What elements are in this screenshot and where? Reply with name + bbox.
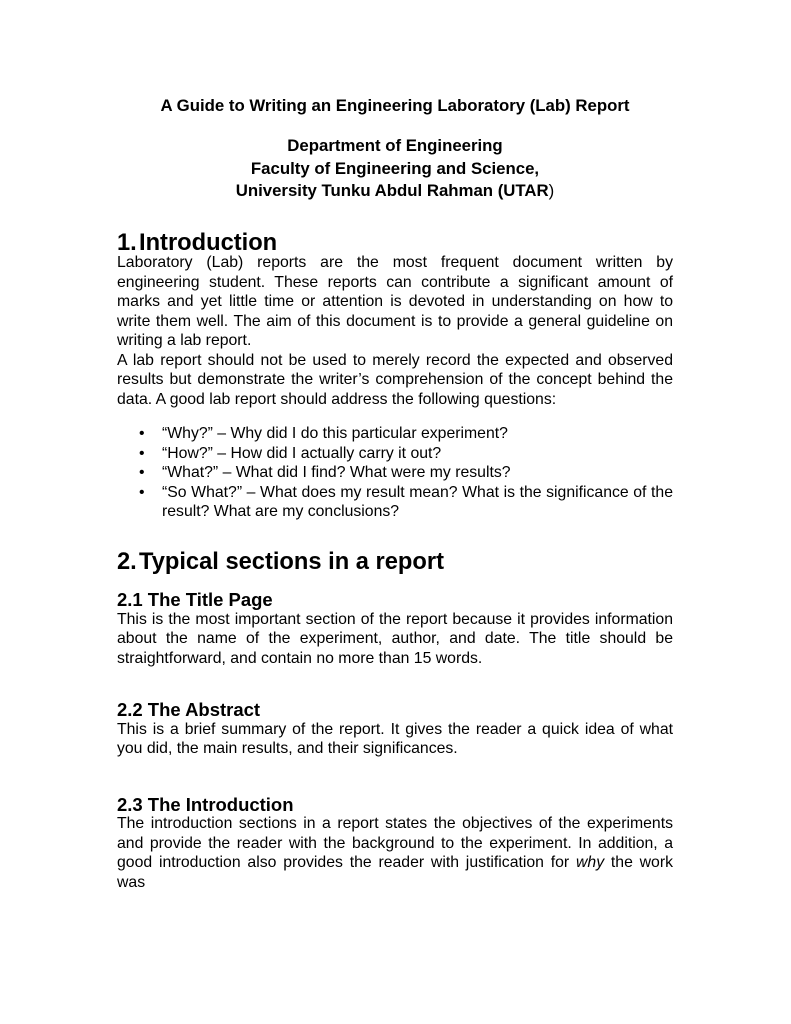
bullet-item: • “Why?” – Why did I do this particular experiment? — [117, 424, 673, 444]
section2-1-paragraph: This is the most important section of the report because it provides information about the name of the experiment, author, and date. The title should be straightforward, and contain no more than 15 words. — [117, 610, 673, 667]
institution-department: Department of Engineering — [287, 136, 503, 155]
section2-heading — [117, 548, 673, 575]
institution-block — [117, 135, 673, 203]
section2-3-paragraph-end: the work was — [117, 854, 674, 891]
bullet-item: • “What?” – What did I find? What were my results? — [117, 463, 673, 483]
section2-2-paragraph: This is a brief summary of the report. It gives the reader a quick idea of what you did, the main results, and their significances. — [117, 720, 673, 757]
section1-heading-text: Introduction — [139, 229, 278, 256]
section1-heading — [117, 229, 673, 256]
section2-2-heading: 2.2 The Abstract — [117, 699, 261, 720]
section2-number: 2. — [117, 548, 137, 575]
document-title: A Guide to Writing an Engineering Laboratory (Lab) Report — [160, 96, 630, 115]
section1-paragraph-1: Laboratory (Lab) reports are the most frequent document written by engineering student. These reports can contribute a significant amount of marks and yet little time or attention is devoted in understanding on how to write them well. The aim of this document is to provide a general guideline on writing a lab report. — [117, 254, 673, 349]
section1-paragraph-2: A lab report should not be used to merely record the expected and observed results but demonstrate the writer’s comprehension of the concept behind the data. A good lab report should address the following questions: — [117, 351, 673, 408]
section2-3-paragraph — [117, 814, 673, 892]
institution-university-paren: ) — [548, 181, 555, 200]
bullet-item: • “How?” – How did I actually carry it out? — [117, 444, 673, 464]
institution-university-name: University Tunku Abdul Rahman (UTAR — [235, 181, 549, 200]
institution-faculty: Faculty of Engineering and Science, — [250, 158, 540, 178]
question-bullet-list — [117, 424, 673, 522]
section2-3-heading: 2.3 The Introduction — [117, 793, 294, 815]
section2-3-paragraph-italic-word: why — [576, 854, 605, 871]
institution-university — [117, 180, 673, 203]
section2-3-paragraph-start: The introduction sections in a report states the objectives of the experiments and provide the reader with the background to the experiment. In addition, a good introduction also provides the reader with justification for — [117, 815, 673, 871]
section2-1-heading: 2.1 The Title Page — [117, 589, 273, 610]
section2-heading-text: Typical sections in a report — [139, 548, 444, 575]
bullet-item: • “So What?” – What does my result mean? What is the significance of the result? What are my conclusions? — [117, 483, 673, 522]
section1-number: 1. — [117, 229, 137, 256]
